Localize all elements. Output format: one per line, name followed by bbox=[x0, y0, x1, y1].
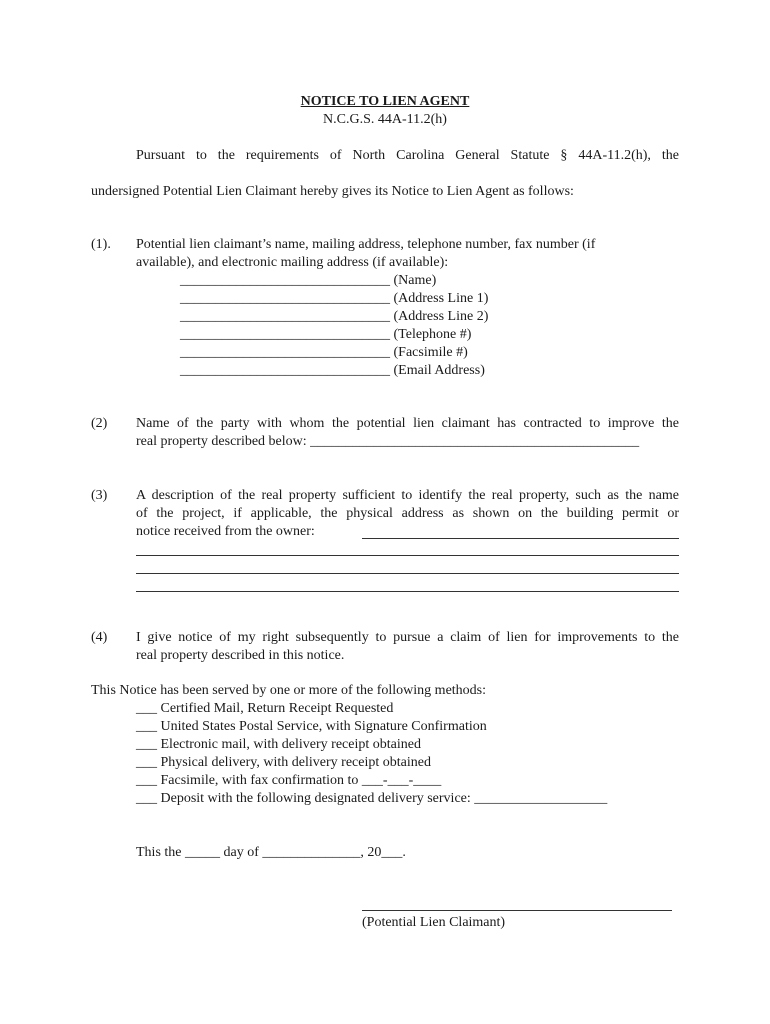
item-4-text-line-2: real property described in this notice. bbox=[136, 648, 345, 663]
property-description-line-3[interactable] bbox=[136, 573, 679, 574]
service-heading: This Notice has been served by one or more of the following methods: bbox=[91, 683, 487, 698]
address-line-1-field[interactable]: ______________________________ (Address Line 1) bbox=[180, 291, 489, 306]
method-physical-delivery[interactable]: ___ Physical delivery, with delivery receipt obtained bbox=[136, 755, 431, 770]
telephone-field[interactable]: ______________________________ (Telephone #) bbox=[180, 327, 472, 342]
email-address-field[interactable]: ______________________________ (Email Address) bbox=[180, 363, 485, 378]
item-3-text-line-2: of the project, if applicable, the physical address as shown on the building permit or bbox=[136, 506, 679, 521]
item-1-text-line-2: available), and electronic mailing address (if available): bbox=[136, 255, 449, 270]
item-2-number: (2) bbox=[91, 416, 108, 431]
property-description-line-2[interactable] bbox=[136, 555, 679, 556]
method-facsimile[interactable]: ___ Facsimile, with fax confirmation to ___-___-____ bbox=[136, 773, 442, 788]
address-line-2-field[interactable]: ______________________________ (Address Line 2) bbox=[180, 309, 489, 324]
facsimile-field[interactable]: ______________________________ (Facsimile #) bbox=[180, 345, 468, 360]
item-3-text-line-3: notice received from the owner: bbox=[136, 524, 315, 539]
contracting-party-field[interactable]: real property described below: _______________________________________________ bbox=[136, 434, 640, 449]
signature-label: (Potential Lien Claimant) bbox=[362, 915, 506, 930]
item-3-number: (3) bbox=[91, 488, 108, 503]
intro-line-2: undersigned Potential Lien Claimant hereby gives its Notice to Lien Agent as follows: bbox=[91, 184, 574, 199]
intro-line-1: Pursuant to the requirements of North Carolina General Statute § 44A-11.2(h), the bbox=[136, 148, 679, 163]
item-4-text-line-1: I give notice of my right subsequently to pursue a claim of lien for improvements to the bbox=[136, 630, 679, 645]
name-field[interactable]: ______________________________ (Name) bbox=[180, 273, 437, 288]
signature-line[interactable] bbox=[362, 910, 672, 911]
item-2-text-line-1: Name of the party with whom the potential lien claimant has contracted to improve the bbox=[136, 416, 679, 431]
document-title: NOTICE TO LIEN AGENT bbox=[300, 94, 470, 109]
property-description-line-1[interactable] bbox=[362, 538, 679, 539]
method-certified-mail[interactable]: ___ Certified Mail, Return Receipt Requested bbox=[136, 701, 394, 716]
item-4-number: (4) bbox=[91, 630, 108, 645]
method-usps-signature[interactable]: ___ United States Postal Service, with Signature Confirmation bbox=[136, 719, 487, 734]
item-1-text-line-1: Potential lien claimant’s name, mailing address, telephone number, fax number (if bbox=[136, 237, 596, 252]
property-description-line-4[interactable] bbox=[136, 591, 679, 592]
item-1-number: (1). bbox=[91, 237, 111, 252]
item-3-text-line-1: A description of the real property sufficient to identify the real property, such as the name bbox=[136, 488, 679, 503]
method-delivery-service[interactable]: ___ Deposit with the following designated delivery service: ___________________ bbox=[136, 791, 608, 806]
method-electronic-mail[interactable]: ___ Electronic mail, with delivery receipt obtained bbox=[136, 737, 421, 752]
date-line[interactable]: This the _____ day of ______________, 20___. bbox=[136, 845, 406, 860]
statute-reference: N.C.G.S. 44A-11.2(h) bbox=[323, 112, 447, 127]
